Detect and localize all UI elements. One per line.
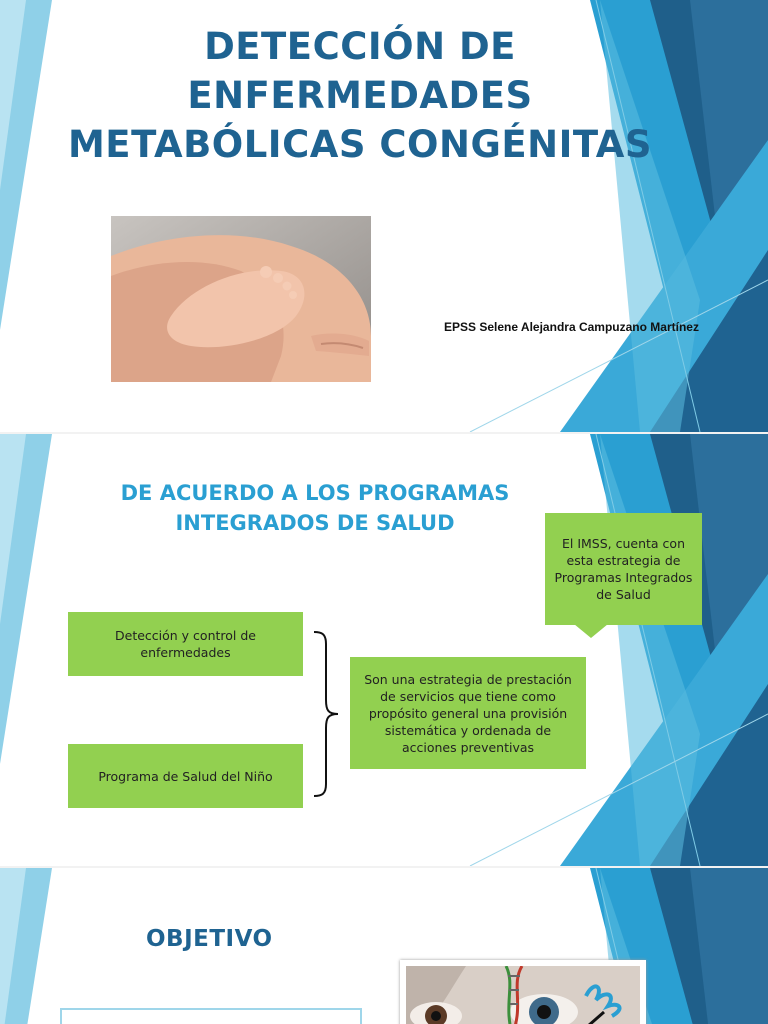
detection-box: Detección y control de enfermedades: [68, 612, 303, 676]
child-eye-image: [400, 960, 646, 1024]
slide-decoration: [0, 868, 768, 1024]
imss-callout: El IMSS, cuenta con esta estrategia de Programas Integrados de Salud: [545, 513, 702, 625]
author-name: EPSS Selene Alejandra Campuzano Martínez: [444, 320, 699, 334]
strategy-box: Son una estrategia de prestación de servicios que tiene como propósito general una provisión sistemática y ordenada de acciones preventivas: [350, 657, 586, 769]
slide-objective: [0, 868, 768, 1024]
objective-text-box: [60, 1008, 362, 1024]
subtitle-line-1: DE ACUERDO A LOS PROGRAMAS: [120, 481, 510, 505]
eye-dna-illustration: [406, 966, 640, 1024]
title-line-1: DETECCIÓN DE: [204, 25, 516, 68]
slide-title: [0, 0, 768, 432]
slide-programs: [0, 434, 768, 866]
baby-foot-photo: [111, 216, 371, 382]
section-subtitle: [90, 478, 540, 538]
title-line-2: ENFERMEDADES: [187, 74, 533, 117]
page-title: [40, 22, 680, 169]
child-health-box: Programa de Salud del Niño: [68, 744, 303, 808]
brace-connector: [308, 630, 348, 798]
callout-pointer: [574, 624, 608, 638]
title-line-3: METABÓLICAS CONGÉNITAS: [67, 123, 652, 166]
subtitle-line-2: INTEGRADOS DE SALUD: [175, 511, 455, 535]
objective-heading: OBJETIVO: [146, 926, 273, 952]
